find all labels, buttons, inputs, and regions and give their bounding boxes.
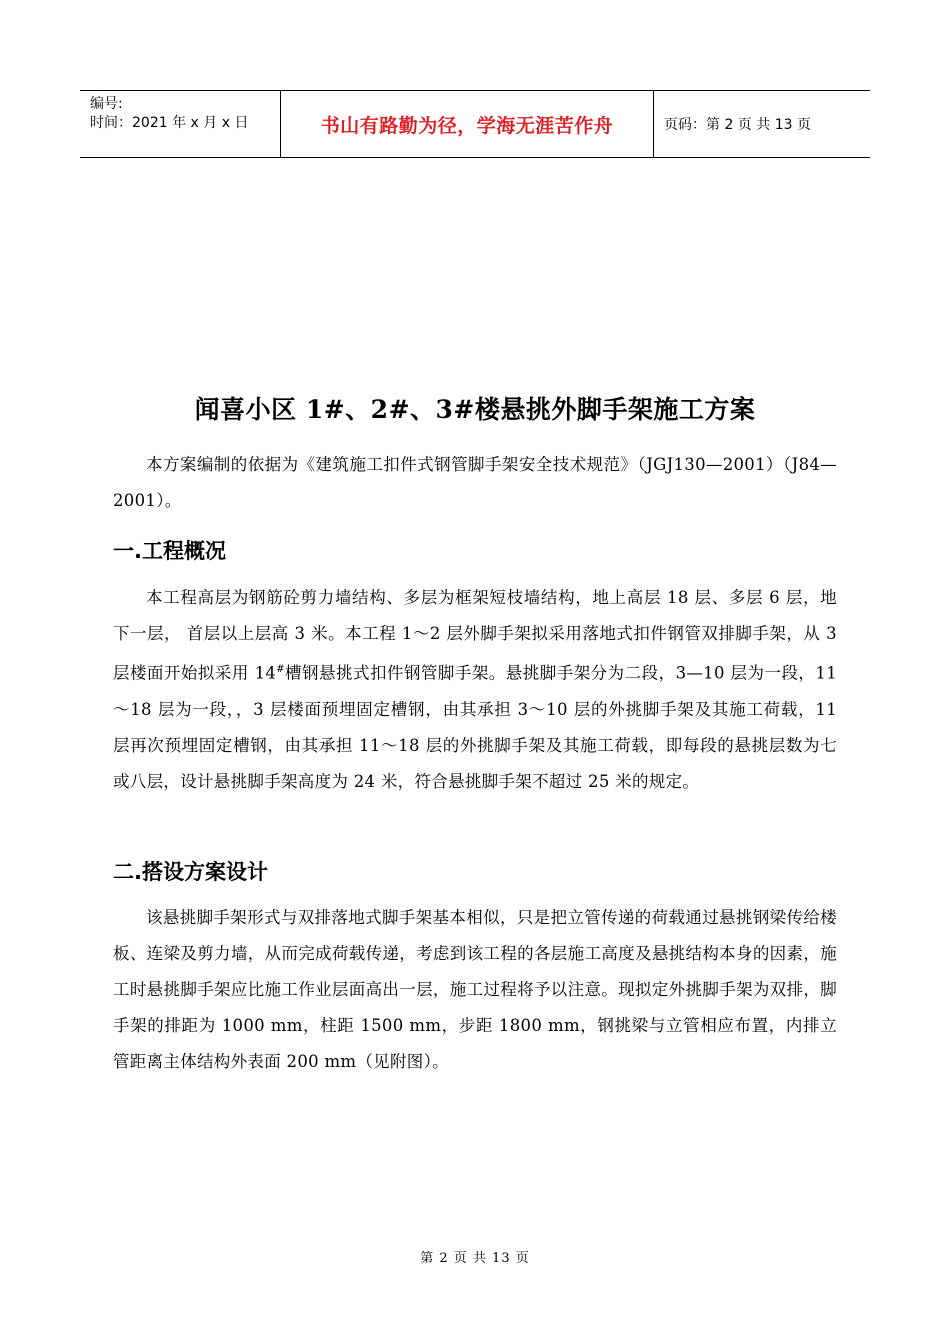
section-paragraph-design: 该悬挑脚手架形式与双排落地式脚手架基本相似，只是把立管传递的荷载通过悬挑钢梁传给楼板、连梁及剪力墙，从而完成荷载传递，考虑到该工程的各层施工高度及悬挑结构本身的因素，施工时悬挑脚手架应比施工作业层面高出一层，施工过程将予以注意。现拟定外挑脚手架为双排，脚手架的排距为 1000 mm，柱距 1500 mm，步距 1800 mm，钢挑梁与立管相应布置，内排立管距离主体结构外表面 200 mm（见附图）。 [113, 908, 837, 1071]
overview-text-part2: 槽钢悬挑式扣件钢管脚手架。悬挑脚手架分为二段，3—10 层为一段，11～18 层为一段，，3 层楼面预埋固定槽钢，由其承担 3～10 层的外挑脚手架及其施工荷载，11 层再次预埋固定槽钢，由其承担 11～18 层的外挑脚手架及其施工荷载，即每段的悬挑层数为七或八层，设计悬挑脚手架高度为 24 米，符合悬挑脚手架不超过 25 米的规定。 [113, 663, 838, 791]
header-page-info: 页码：第 2 页 共 13 页 [664, 117, 811, 133]
document-title: 闻喜小区 1#、2#、3#楼悬挑外脚手架施工方案 [194, 395, 756, 424]
header-motto: 书山有路勤为径，学海无涯苦作舟 [320, 114, 614, 137]
overview-text-part1: 本工程高层为钢筋砼剪力墙结构、多层为框架短枝墙结构，地上高层 18 层、多层 6 层，地下一层， 首层以上层高 3 米。本工程 1～2 层外脚手架拟采用落地式扣件钢管双排脚手架，从 3 层楼面开始拟采用 14 [113, 588, 837, 683]
section-paragraph-overview [113, 580, 837, 800]
section-heading-design: 二.搭设方案设计 [113, 860, 268, 884]
document-number-label: 编号: [90, 96, 123, 112]
page-header-table [80, 90, 870, 158]
section-heading-overview: 一.工程概况 [113, 539, 226, 563]
header-page-cell [654, 91, 870, 157]
header-meta-cell [80, 91, 281, 157]
document-time-label: 时间：2021 年 x 月 x 日 [90, 115, 249, 131]
header-motto-cell [281, 91, 654, 157]
intro-paragraph: 本方案编制的依据为《建筑施工扣件式钢管脚手架安全技术规范》（JGJ130—2001）（J84—2001）。 [113, 455, 837, 510]
overview-superscript: # [276, 664, 285, 675]
page-footer: 第 2 页 共 13 页 [420, 1251, 530, 1266]
